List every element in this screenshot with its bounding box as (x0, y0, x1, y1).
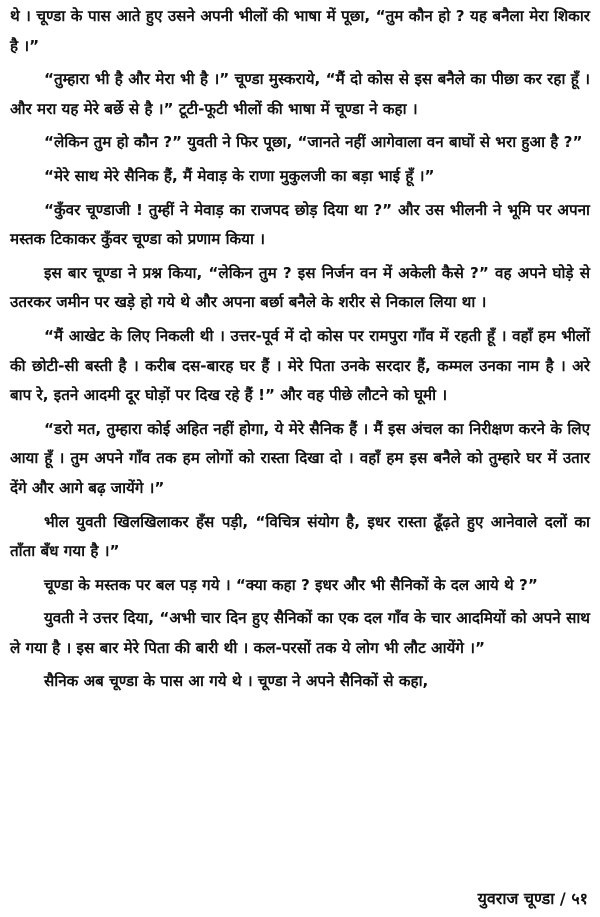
paragraph: थे । चूण्डा के पास आते हुए उसने अपनी भीलों की भाषा में पूछा, “तुम कौन हो ? यह बनैला मेरा शिकार है ।” (10, 7, 590, 55)
paragraph: सैनिक अब चूण्डा के पास आ गये थे । चूण्डा ने अपने सैनिकों से कहा, (44, 672, 429, 691)
paragraph: भील युवती खिलखिलाकर हँस पड़ी, “विचित्र संयोग है, इधर रास्ता ढूँढ़ते हुए आनेवाले दलों का ताँता बँध गया है ।” (10, 512, 590, 561)
page-text-block (10, 2, 590, 701)
paragraph: “डरो मत, तुम्हारा कोई अहित नहीं होगा, ये मेरे सैनिक हैं । मैं इस अंचल का निरीक्षण करने के लिए आया हूँ । तुम अपने गाँव तक हम लोगों को रास्ता दिखा दो । वहाँ हम इस बनैले को तुम्हारे घर में उतार देंगे और आगे बढ़ जायेंगे ।” (10, 419, 590, 497)
page-footer: युवराज चूण्डा / ५१ (477, 889, 588, 908)
paragraph: “कुँवर चूण्डाजी ! तुम्हीं ने मेवाड़ का राजपद छोड़ दिया था ?” और उस भीलनी ने भूमि पर अपना मस्तक टिकाकर कुँवर चूण्डा को प्रणाम किया । (10, 200, 590, 249)
paragraph: “लेकिन तुम हो कौन ?” युवती ने फिर पूछा, “जानते नहीं आगेवाला वन बाघों से भरा हुआ है ?” (44, 133, 583, 152)
paragraph: चूण्डा के मस्तक पर बल पड़ गये । “क्या कहा ? इधर और भी सैनिकों के दल आये थे ?” (44, 575, 538, 594)
paragraph: “मेरे साथ मेरे सैनिक हैं, मैं मेवाड़ के राणा मुकुलजी का बड़ा भाई हूँ ।” (44, 166, 435, 185)
paragraph: इस बार चूण्डा ने प्रश्न किया, “लेकिन तुम ? इस निर्जन वन में अकेली कैसे ?” वह अपने घोड़े से उतरकर जमीन पर खड़े हो गये थे और अपना बर्छा बनैले के शरीर से निकाल लिया था । (10, 263, 590, 312)
paragraph: युवती ने उत्तर दिया, “अभी चार दिन हुए सैनिकों का एक दल गाँव के चार आदमियों को अपने साथ ले गया है । इस बार मेरे पिता की बारी थी । कल-परसों तक ये लोग भी लौट आयेंगे ।” (10, 609, 590, 657)
paragraph: “मैं आखेट के लिए निकली थी । उत्तर-पूर्व में दो कोस पर रामपुरा गाँव में रहती हूँ । वहाँ हम भीलों की छोटी-सी बस्ती है । करीब दस-बारह घर हैं । मेरे पिता उनके सरदार हैं, कम्मल उनका नाम है । अरे बाप रे, इतने आदमी दूर घोड़ों पर दिख रहे हैं !” और वह पीछे लौटने को घूमी । (10, 326, 590, 405)
paragraph: “तुम्हारा भी है और मेरा भी है ।” चूण्डा मुस्कराये, “मैं दो कोस से इस बनैले का पीछा कर रहा हूँ । और मरा यह मेरे बर्छे से है ।” टूटी-फूटी भीलों की भाषा में चूण्डा ने कहा । (10, 70, 590, 118)
